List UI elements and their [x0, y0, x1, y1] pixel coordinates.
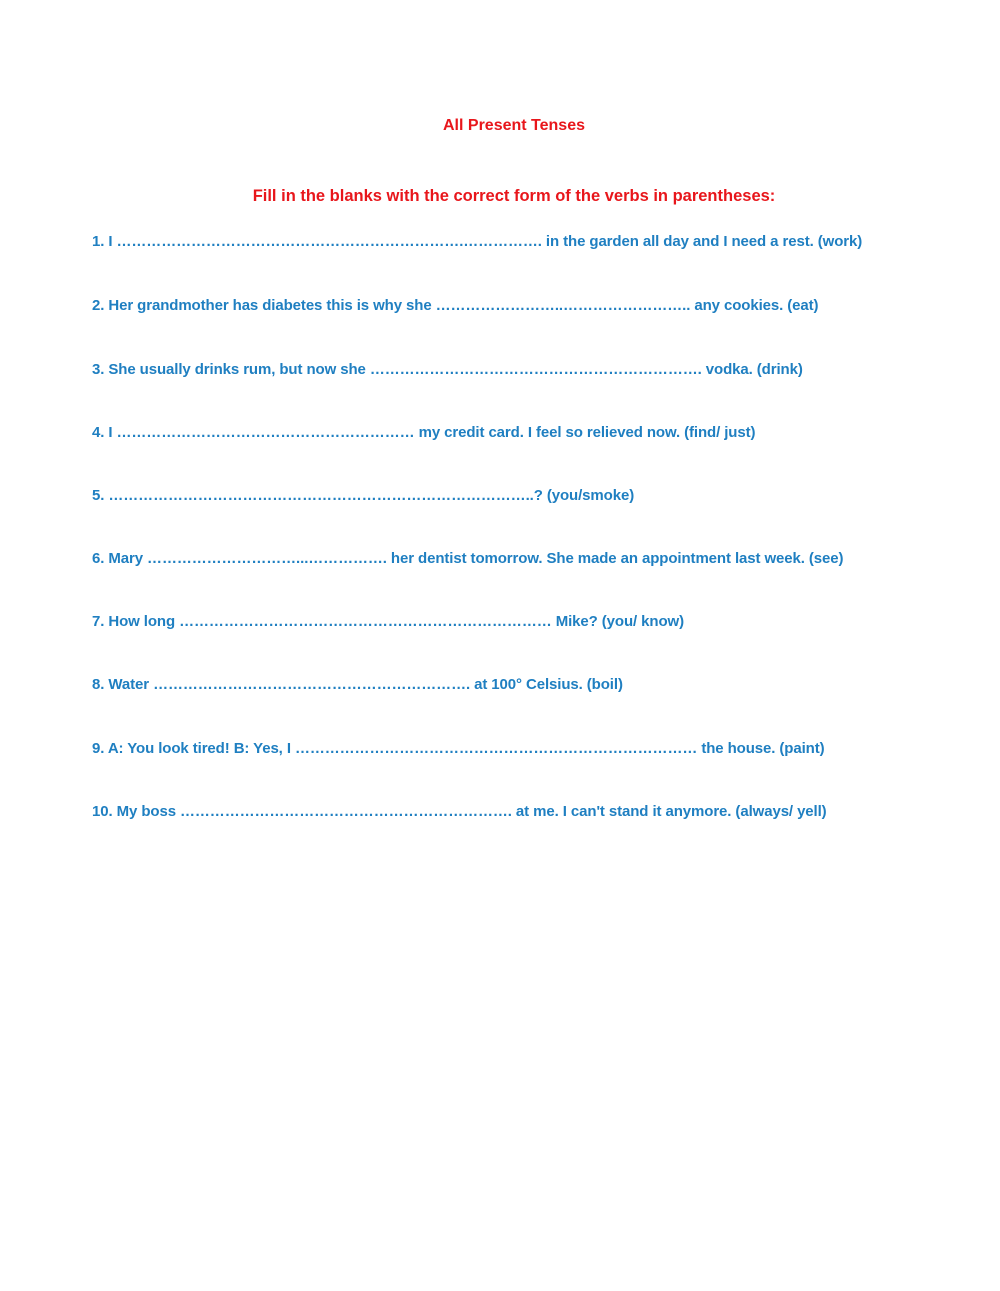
exercise-item-9: 9. A: You look tired! B: Yes, I ……………………………………………………………………… the house. (paint) [92, 740, 825, 757]
exercise-item-4: 4. I …………………………………………………… my credit card. I feel so relieved now. (find/ just) [92, 424, 756, 441]
worksheet-title: All Present Tenses [443, 117, 585, 134]
exercise-item-6: 6. Mary …………………………...……………. her dentist tomorrow. She made an appointment last week. (see) [92, 550, 844, 567]
exercise-item-3: 3. She usually drinks rum, but now she …………………………………………………………. vodka. (drink) [92, 361, 803, 378]
exercise-item-1: 1. I …………………………………………………………….……………. in the garden all day and I need a rest. (work) [92, 233, 863, 250]
worksheet-instructions: Fill in the blanks with the correct form of the verbs in parentheses: [252, 187, 776, 205]
exercise-item-2: 2. Her grandmother has diabetes this is why she ……………………..…………………….. any cookies. (eat) [92, 297, 819, 314]
exercise-item-8: 8. Water ………………………………………………………. at 100° Celsius. (boil) [92, 676, 623, 693]
exercise-item-7: 7. How long ………………………………………………………………… Mike? (you/ know) [92, 613, 685, 630]
exercise-item-10: 10. My boss …………………………………………………………. at me. I can't stand it anymore. (always/ yell) [92, 803, 827, 820]
exercise-item-5: 5. …………………………………………………………………………..? (you/smoke) [92, 487, 635, 504]
